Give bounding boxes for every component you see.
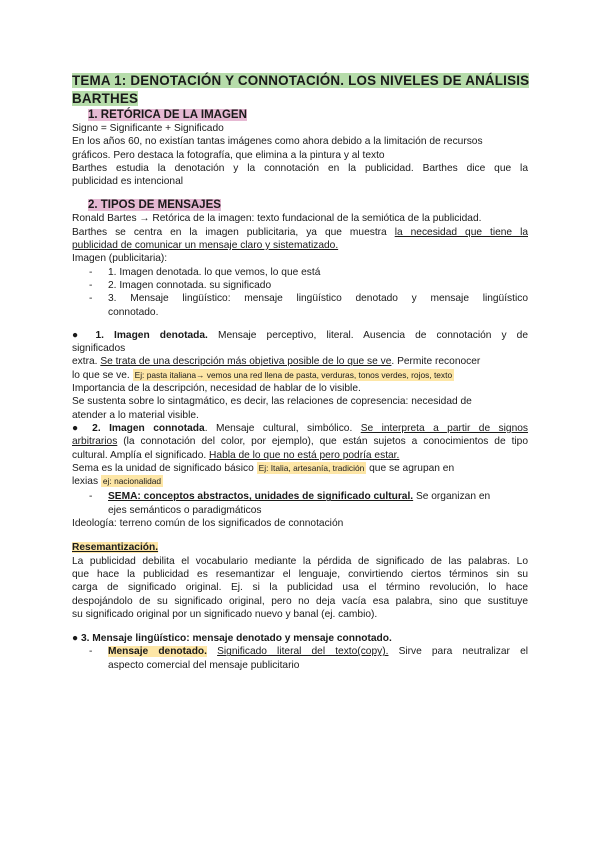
sema-item: - SEMA: conceptos abstractos, unidades de significado cultural. Se organizan en bbox=[89, 491, 491, 503]
document-page bbox=[72, 70, 528, 672]
denotada-line-1: ● 1. Imagen denotada. Mensaje perceptivo, literal. Ausencia de connotación y de bbox=[72, 329, 529, 341]
list-item: - 2. Imagen connotada. su significado bbox=[89, 279, 272, 291]
s1-line-1: Signo = Significante + Significado bbox=[72, 123, 224, 134]
s2-line-2: Barthes se centra en la imagen publicitaria, ya que muestra la necesidad que tiene la bbox=[72, 226, 528, 238]
mensaje-denotado-continuation: aspecto comercial del mensaje publicitario bbox=[108, 659, 300, 671]
list-item-continuation: connotado. bbox=[108, 306, 159, 318]
res-line-2: que hace la publicidad es resemantizar el lenguaje, convirtiendo ciertos términos sin su bbox=[72, 568, 528, 580]
section-1-heading: 1. RETÓRICA DE LA IMAGEN bbox=[88, 109, 247, 121]
mensaje-denotado-item: - Mensaje denotado. Significado literal del texto(copy). Sirve para neutralizar el bbox=[89, 646, 528, 658]
resemantizacion-heading: Resemantización. bbox=[72, 542, 159, 554]
title-line-1: TEMA 1: DENOTACIÓN Y CONNOTACIÓN. LOS NIVELES DE ANÁLISIS bbox=[72, 73, 530, 88]
res-line-3: carga de significado original. Ej. si la publicidad usa el término revolución, lo hace bbox=[72, 582, 528, 594]
title-line-2: BARTHES bbox=[72, 90, 139, 106]
example-highlight: Ej: pasta italiana→ vemos una red llena de pasta, verduras, tonos verdes, rojos, texto bbox=[134, 369, 453, 380]
sema-item-continuation: ejes semánticos o paradigmáticos bbox=[108, 504, 262, 516]
denotada-line-7: atender a lo material visible. bbox=[72, 409, 199, 421]
res-line-4: despojándolo de su significado original, pero no deja vacía esa palabra, sino que sustituye bbox=[72, 595, 528, 607]
connotada-line-4: Sema es la unidad de significado básico Ej: Italia, artesanía, tradición que se agrupan en bbox=[72, 462, 455, 474]
denotada-line-2: significados bbox=[72, 343, 126, 355]
section-2-heading: 2. TIPOS DE MENSAJES bbox=[88, 199, 221, 212]
doc-title bbox=[72, 73, 528, 108]
connotada-line-1: ● 2. Imagen connotada. Mensaje cultural, simbólico. Se interpreta a partir de signos bbox=[72, 422, 529, 434]
example-highlight: Ej: Italia, artesanía, tradición bbox=[258, 462, 365, 473]
denotada-line-5: Importancia de la descripción, necesidad de hablar de lo visible. bbox=[72, 383, 361, 395]
res-line-1: La publicidad debilita el vocabulario mediante la pérdida de significado de las palabras. Lo bbox=[72, 555, 528, 567]
list-item: - 3. Mensaje lingüístico: mensaje lingüístico denotado y mensaje lingüístico bbox=[89, 293, 528, 305]
s2-line-4: Imagen (publicitaria): bbox=[72, 253, 168, 265]
denotada-line-6: Se sustenta sobre lo sintagmático, es decir, las relaciones de copresencia: necesidad de bbox=[72, 396, 472, 408]
list-item: - 1. Imagen denotada. lo que vemos, lo que está bbox=[89, 266, 321, 278]
res-line-5: su significado original por un significado nuevo y banal (ej. cambio). bbox=[72, 608, 378, 620]
s1-line-2: En los años 60, no existían tantas imágenes como ahora debido a la limitación de recursos bbox=[72, 136, 483, 148]
s2-line-3: publicidad de comunicar un mensaje claro y sistematizado. bbox=[72, 240, 339, 252]
denotada-line-4: lo que se ve. Ej: pasta italiana→ vemos una red llena de pasta, verduras, tonos verdes, rojos, texto bbox=[72, 369, 453, 381]
s1-line-3: gráficos. Pero destaca la fotografía, que elimina a la pintura y al texto bbox=[72, 149, 385, 161]
s2-line-1: Ronald Bartes → Retórica de la imagen: texto fundacional de la semiótica de la publicidad. bbox=[72, 213, 482, 225]
s1-line-5: publicidad es intencional bbox=[72, 176, 184, 188]
ideologia-line: Ideología: terreno común de los significados de connotación bbox=[72, 518, 344, 530]
connotada-line-2: arbitrarios (la connotación del color, por ejemplo), que están sujetos a conocimientos de tipo bbox=[72, 436, 528, 448]
denotada-line-3: extra. Se trata de una descripción más objetiva posible de lo que se ve. Permite reconocer bbox=[72, 356, 481, 368]
connotada-line-5: lexias ej: nacionalidad bbox=[72, 476, 162, 488]
example-highlight: ej: nacionalidad bbox=[102, 476, 162, 487]
s1-line-4: Barthes estudia la denotación y la connotación en la publicidad. Barthes dice que la bbox=[72, 162, 528, 174]
connotada-line-3: cultural. Amplía el significado. Habla de lo que no está pero podría estar. bbox=[72, 449, 400, 461]
linguistico-heading: ● 3. Mensaje lingüístico: mensaje denotado y mensaje connotado. bbox=[72, 633, 392, 645]
